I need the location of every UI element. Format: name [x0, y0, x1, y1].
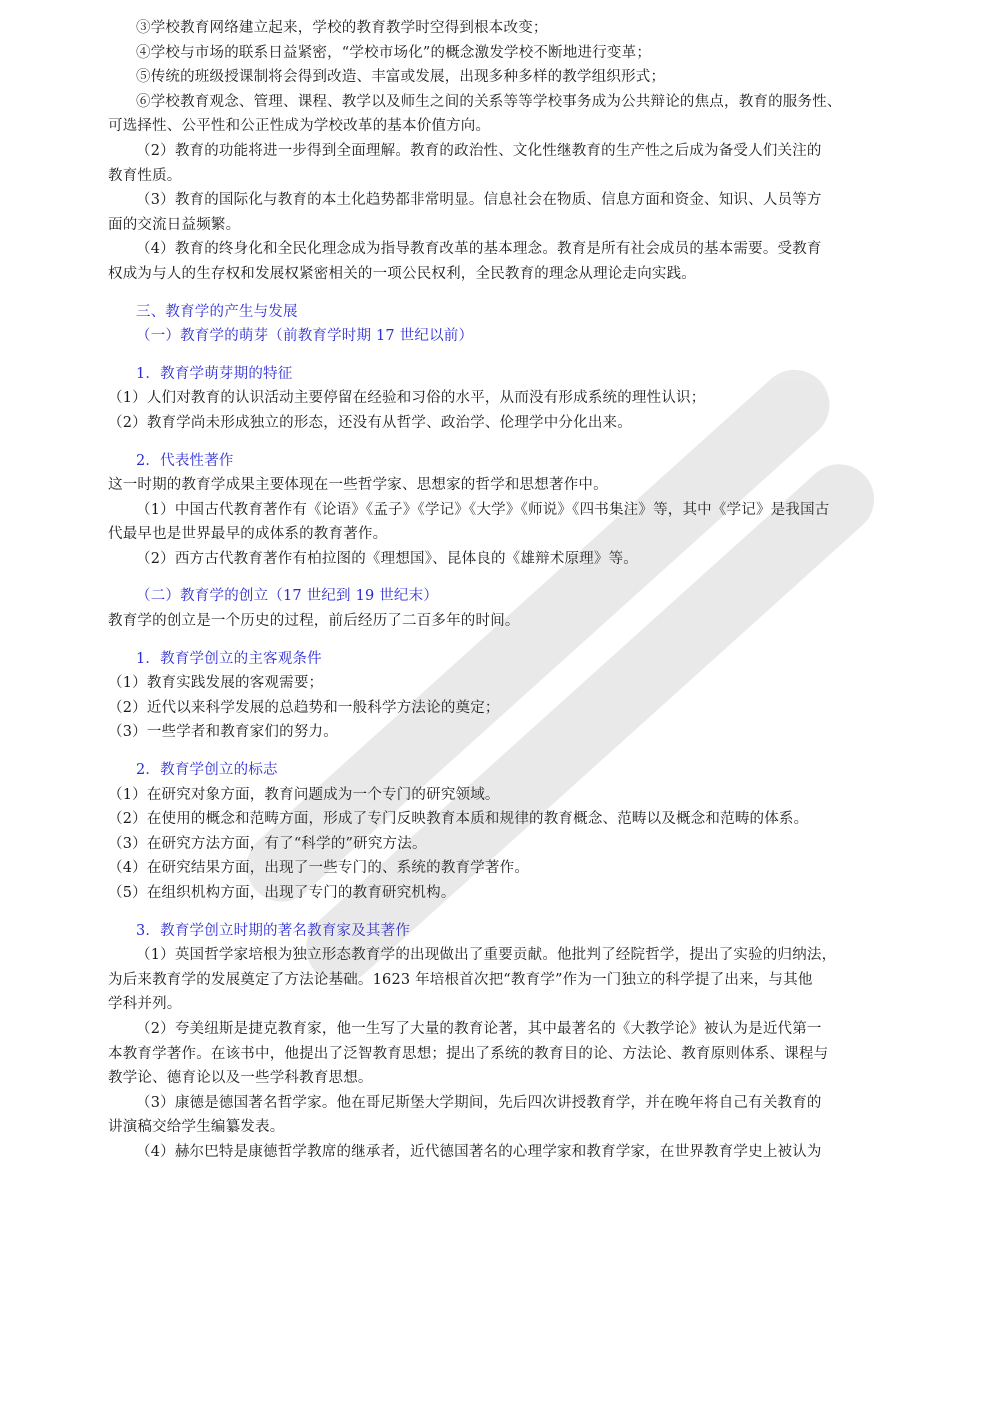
- text-line: （2）夸美纽斯是捷克教育家，他一生写了大量的教育论著，其中最著名的《大教学论》被认为是近代第一: [136, 1020, 822, 1037]
- text-line: （4）赫尔巴特是康德哲学教席的继承者，近代德国著名的心理学家和教育学家，在世界教育学史上被认为: [136, 1143, 822, 1160]
- text-line: （1）人们对教育的认识活动主要停留在经验和习俗的水平，从而没有形成系统的理性认识；: [108, 390, 706, 407]
- spacer: [108, 349, 926, 362]
- spacer: [108, 436, 926, 449]
- spacer: [108, 287, 926, 300]
- section-heading: 3．教育学创立时期的著名教育家及其著作: [136, 922, 411, 939]
- spacer: [108, 906, 926, 919]
- section-heading: 2．教育学创立的标志: [136, 762, 278, 779]
- text-line: （4）在研究结果方面，出现了一些专门的、系统的教育学著作。: [108, 860, 530, 877]
- text-line: 这一时期的教育学成果主要体现在一些哲学家、思想家的哲学和思想著作中。: [108, 477, 608, 494]
- text-line: 代最早也是世界最早的成体系的教育著作。: [108, 526, 388, 543]
- text-line: （1）在研究对象方面，教育问题成为一个专门的研究领域。: [108, 786, 500, 803]
- text-line: （3）在研究方法方面，有了“科学的”研究方法。: [108, 835, 427, 852]
- text-line: （2）教育的功能将进一步得到全面理解。教育的政治性、文化性继教育的生产性之后成为备受人们关注的: [136, 142, 822, 159]
- section-heading: 2．代表性著作: [136, 452, 234, 469]
- text-line: ⑥学校教育观念、管理、课程、教学以及师生之间的关系等等学校事务成为公共辩论的焦点，教育的服务性、: [136, 93, 842, 110]
- text-line: ③学校教育网络建立起来，学校的教育教学时空得到根本改变；: [136, 20, 548, 36]
- section-heading: （一）教育学的萌芽（前教育学时期 17 世纪以前）: [136, 328, 474, 345]
- text-line: 教学论、德育论以及一些学科教育思想。: [108, 1070, 373, 1087]
- section-heading: （二）教育学的创立（17 世纪到 19 世纪末）: [136, 588, 439, 605]
- text-line: （2）西方古代教育著作有柏拉图的《理想国》、昆体良的《雄辩术原理》等。: [136, 550, 638, 567]
- text-line: 教育学的创立是一个历史的过程，前后经历了二百多年的时间。: [108, 613, 520, 630]
- text-line: ⑤传统的班级授课制将会得到改造、丰富或发展，出现多种多样的教学组织形式；: [136, 69, 666, 86]
- text-line: 教育性质。: [108, 167, 182, 184]
- spacer: [108, 634, 926, 647]
- text-line: ④学校与市场的联系日益紧密，“学校市场化”的概念激发学校不断地进行变革；: [136, 44, 652, 61]
- text-line: （2）教育学尚未形成独立的形态，还没有从哲学、政治学、伦理学中分化出来。: [108, 414, 632, 431]
- text-line: 为后来教育学的发展奠定了方法论基础。1623 年培根首次把“教育学”作为一门独立的科学提了出来，与其他: [108, 971, 813, 988]
- text-line: （2）在使用的概念和范畴方面，形成了专门反映教育本质和规律的教育概念、范畴以及概念和范畴的体系。: [108, 811, 809, 828]
- text-line: （4）教育的终身化和全民化理念成为指导教育改革的基本理念。教育是所有社会成员的基本需要。受教育: [136, 241, 822, 258]
- text-line: （1）教育实践发展的客观需要；: [108, 675, 324, 692]
- text-line: （3）康德是德国著名哲学家。他在哥尼斯堡大学期间，先后四次讲授教育学，并在晚年将自己有关教育的: [136, 1094, 822, 1111]
- text-line: 讲演稿交给学生编纂发表。: [108, 1119, 285, 1136]
- text-line: （3）一些学者和教育家们的努力。: [108, 724, 338, 741]
- text-line: 本教育学著作。在该书中，他提出了泛智教育思想；提出了系统的教育目的论、方法论、教育原则体系、课程与: [108, 1045, 829, 1062]
- text-line: （1）中国古代教育著作有《论语》《孟子》《学记》《大学》《师说》《四书集注》等，其中《学记》是我国古: [136, 501, 830, 518]
- text-line: 学科并列。: [108, 996, 182, 1013]
- spacer: [108, 745, 926, 758]
- text-line: 面的交流日益频繁。: [108, 216, 241, 233]
- text-line: （2）近代以来科学发展的总趋势和一般科学方法论的奠定；: [108, 699, 500, 716]
- section-heading: 三、教育学的产生与发展: [136, 303, 298, 320]
- text-line: （3）教育的国际化与教育的本土化趋势都非常明显。信息社会在物质、信息方面和资金、知识、人员等方: [136, 192, 822, 209]
- section-heading: 1．教育学创立的主客观条件: [136, 650, 322, 667]
- spacer: [108, 571, 926, 584]
- section-heading: 1．教育学萌芽期的特征: [136, 365, 293, 382]
- text-line: （5）在组织机构方面，出现了专门的教育研究机构。: [108, 885, 456, 901]
- text-line: （1）英国哲学家培根为独立形态教育学的出现做出了重要贡献。他批判了经院哲学，提出了实验的归纳法，: [136, 947, 837, 964]
- text-line: 权成为与人的生存权和发展权紧密相关的一项公民权利，全民教育的理念从理论走向实践。: [108, 265, 696, 282]
- text-line: 可选择性、公平性和公正性成为学校改革的基本价值方向。: [108, 118, 491, 135]
